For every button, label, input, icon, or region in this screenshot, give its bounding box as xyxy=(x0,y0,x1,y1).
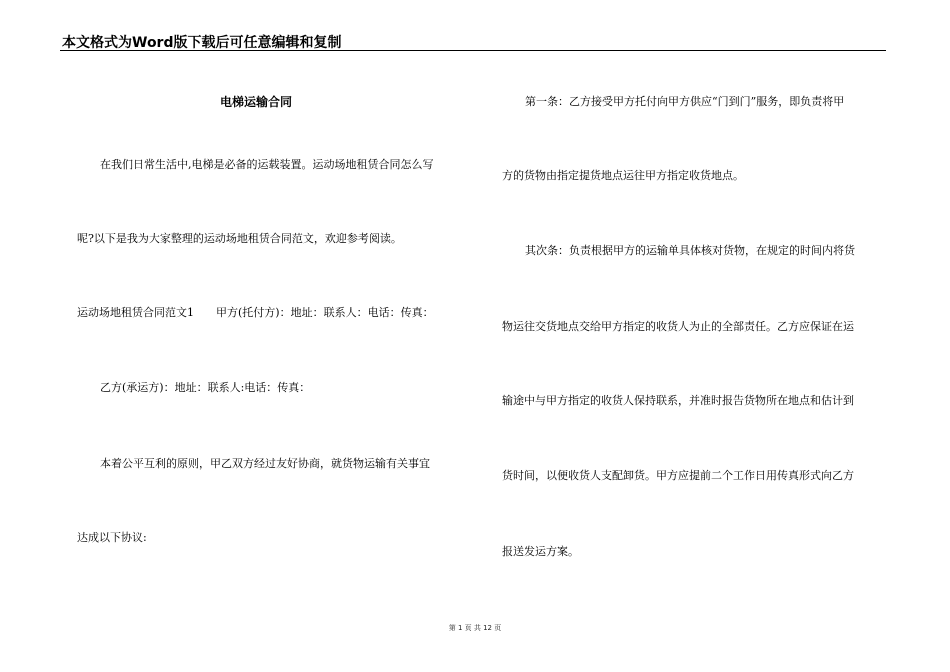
paragraph-line: 方的货物由指定提货地点运往甲方指定收货地点。 xyxy=(502,169,744,182)
right-column xyxy=(475,0,950,672)
paragraph-line: 输途中与甲方指定的收货人保持联系，并准时报告货物所在地点和估计到 xyxy=(502,394,854,407)
page-header-text: 本文格式为Word版下载后可任意编辑和复制 xyxy=(62,35,342,51)
paragraph-line: 乙方(承运方)：地址：联系人:电话：传真： xyxy=(100,381,311,394)
paragraph-line: 达成以下协议: xyxy=(77,531,147,544)
paragraph-line: 本着公平互利的原则，甲乙双方经过友好协商，就货物运输有关事宜 xyxy=(100,457,430,470)
page-number: 第 1 页 共 12 页 xyxy=(448,624,502,632)
paragraph-line: 货时间，以便收货人支配卸货。甲方应提前二个工作日用传真形式向乙方 xyxy=(502,469,854,482)
paragraph-line: 在我们日常生活中,电梯是必备的运载装置。运动场地租赁合同怎么写 xyxy=(100,158,434,171)
paragraph-line: 呢?以下是我为大家整理的运动场地租赁合同范文，欢迎参考阅读。 xyxy=(77,232,402,245)
paragraph-line: 报送发运方案。 xyxy=(502,545,579,558)
paragraph-line: 第一条：乙方接受甲方托付向甲方供应“门到门”服务，即负责将甲 xyxy=(525,95,845,108)
document-title: 电梯运输合同 xyxy=(220,95,293,109)
paragraph-line: 其次条：负责根据甲方的运输单具体核对货物，在规定的时间内将货 xyxy=(525,244,855,257)
paragraph-line: 物运往交货地点交给甲方指定的收货人为止的全部责任。乙方应保证在运 xyxy=(502,320,854,333)
paragraph-line: 运动场地租赁合同范文1 甲方(托付方)：地址：联系人：电话：传真： xyxy=(77,306,434,319)
